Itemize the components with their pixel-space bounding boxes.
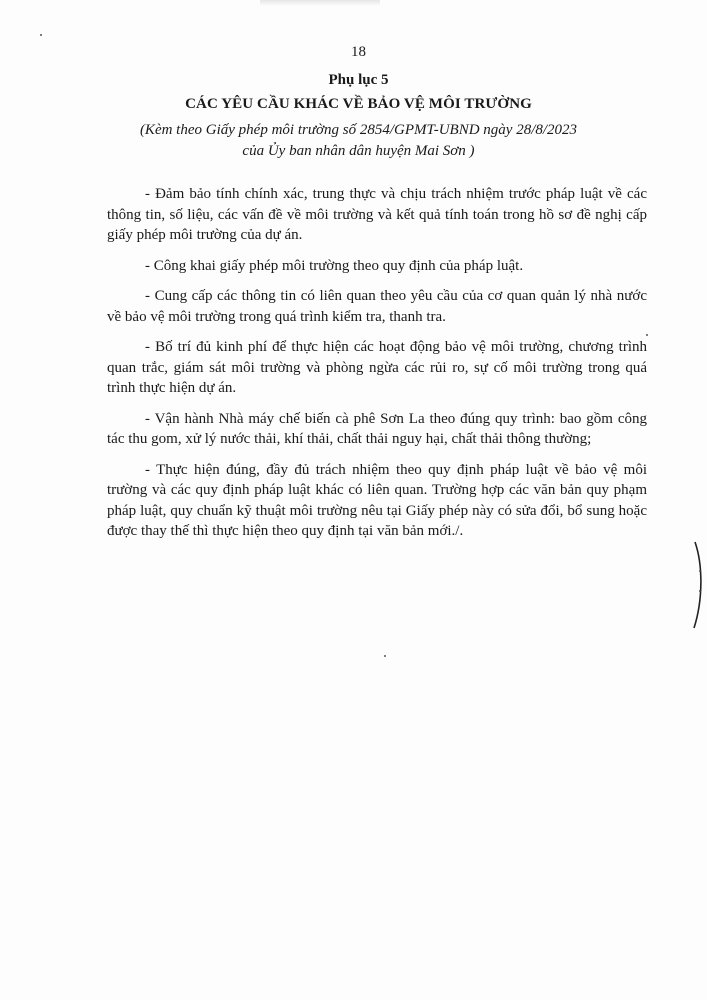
document-body <box>107 184 647 552</box>
subtitle-line-2: của Ủy ban nhân dân huyện Mai Sơn ) <box>242 143 475 159</box>
paragraph-compliance: - Thực hiện đúng, đầy đủ trách nhiệm theo quy định pháp luật về bảo vệ môi trường và các quy định pháp luật khác có liên quan. Trường hợp các văn bản quy phạm pháp luật, quy chuẩn kỹ thuật môi trường nêu tại Giấy phép này có sửa đổi, bổ sung hoặc được thay thế thì thực hiện theo quy định tại văn bản mới./. <box>107 461 647 539</box>
scan-speck <box>384 655 386 657</box>
paragraph-publicize: - Công khai giấy phép môi trường theo quy định của pháp luật. <box>145 257 524 274</box>
scan-speck <box>40 34 42 36</box>
subtitle-line-1: (Kèm theo Giấy phép môi trường số 2854/GPMT-UBND ngày 28/8/2023 <box>139 122 578 138</box>
document-title: CÁC YÊU CẦU KHÁC VỀ BẢO VỆ MÔI TRƯỜNG <box>185 96 532 112</box>
scan-speck <box>646 334 648 336</box>
document-subtitle <box>0 120 707 162</box>
paragraph-accuracy: - Đảm bảo tính chính xác, trung thực và chịu trách nhiệm trước pháp luật về các thông tin, số liệu, các vấn đề về môi trường và kết quả tính toán trong hồ sơ đề nghị cấp giấy phép môi trường của dự án. <box>107 186 647 243</box>
scan-smudge <box>260 0 380 6</box>
binding-mark <box>691 540 705 630</box>
paragraph-operation: - Vận hành Nhà máy chế biến cà phê Sơn La theo đúng quy trình: bao gồm công tác thu gom, xử lý nước thải, khí thải, chất thải nguy hại, chất thải thông thường; <box>107 410 647 447</box>
paragraph-funding: - Bố trí đủ kinh phí để thực hiện các hoạt động bảo vệ môi trường, chương trình quan trắc, giám sát môi trường và phòng ngừa các rủi ro, sự cố môi trường trong quá trình thực hiện dự án. <box>107 339 647 396</box>
paragraph-provide-info: - Cung cấp các thông tin có liên quan theo yêu cầu của cơ quan quản lý nhà nước về bảo vệ môi trường trong quá trình kiểm tra, thanh tra. <box>107 288 647 325</box>
page-number: 18 <box>351 44 366 60</box>
appendix-label: Phụ lục 5 <box>328 72 389 88</box>
